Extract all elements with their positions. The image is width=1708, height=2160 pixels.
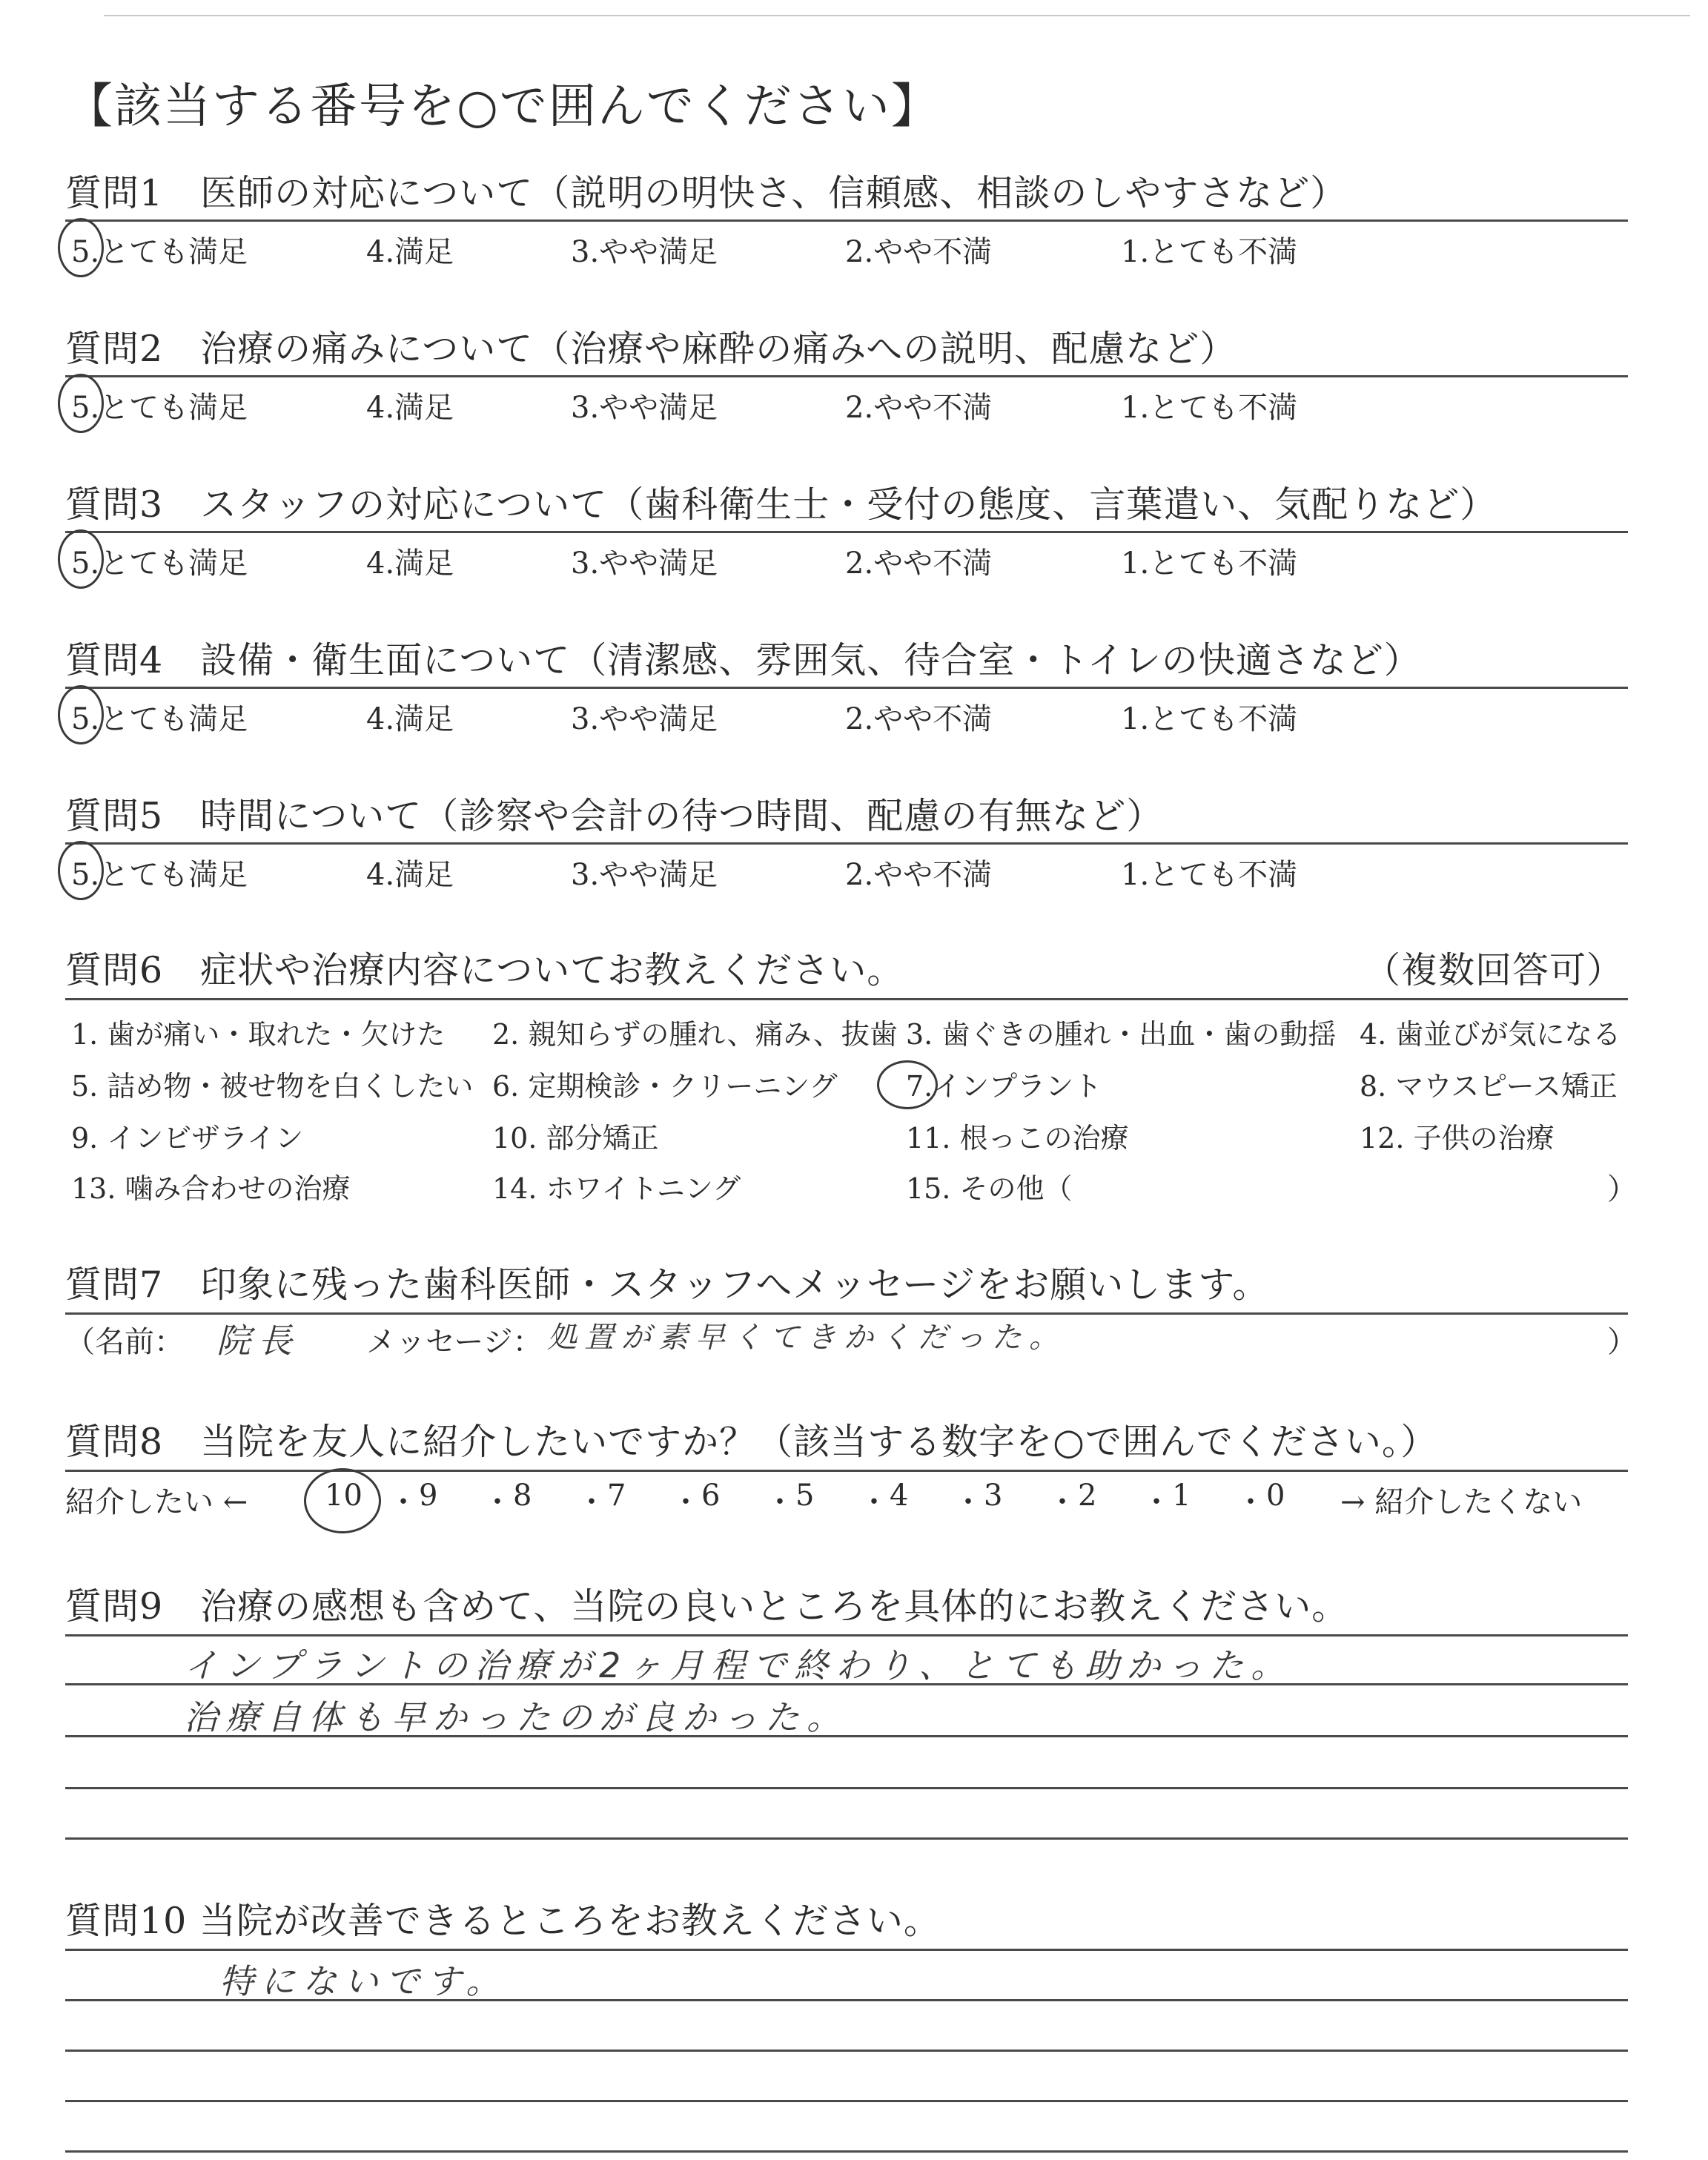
q6-option-11[interactable]: 11. 根っこの治療 (906, 1122, 1129, 1155)
q6-option-15[interactable]: 15. その他（ (906, 1172, 1073, 1205)
q5-option-1[interactable]: 1.とても不満 (1121, 858, 1298, 892)
q5-rule (65, 842, 1628, 845)
q1-option-4[interactable]: 4.満足 (366, 235, 454, 269)
q10-line (65, 2100, 1628, 2102)
q4-rule (65, 687, 1628, 689)
q6-option-14[interactable]: 14. ホワイトニング (492, 1172, 741, 1205)
q10-line (65, 2050, 1628, 2052)
q10-answer-line-1[interactable]: 特にないです。 (219, 1961, 508, 2001)
q5-title: 質問5 時間について（診察や会計の待つ時間、配慮の有無など） (65, 795, 1164, 837)
q8-scale-value[interactable]: 1 (1172, 1479, 1191, 1513)
q1-option-3[interactable]: 3.やや満足 (571, 235, 718, 269)
q9-title: 質問9 治療の感想も含めて、当院の良いところを具体的にお教えください。 (65, 1585, 1349, 1628)
q4-title: 質問4 設備・衛生面について（清潔感、雰囲気、待合室・トイレの快適さなど） (65, 639, 1421, 681)
q2-option-1[interactable]: 1.とても不満 (1121, 391, 1298, 425)
q7-close-paren: ） (1607, 1325, 1637, 1359)
q7-name-value[interactable]: 院長 (216, 1321, 299, 1361)
q6-option-2[interactable]: 2. 親知らずの腫れ、痛み、抜歯 (492, 1018, 898, 1051)
q4-option-2[interactable]: 2.やや不満 (845, 702, 993, 736)
q3-title: 質問3 スタッフの対応について（歯科衛生士・受付の態度、言葉遣い、気配りなど） (65, 483, 1497, 526)
q3-rule (65, 531, 1628, 533)
q4-option-1[interactable]: 1.とても不満 (1121, 702, 1298, 736)
q2-selected-circle[interactable] (58, 374, 104, 433)
q6-option-1[interactable]: 1. 歯が痛い・取れた・欠けた (71, 1018, 446, 1051)
q3-option-1[interactable]: 1.とても不満 (1121, 546, 1298, 581)
q9-line (65, 1837, 1628, 1840)
q6-option-3[interactable]: 3. 歯ぐきの腫れ・出血・歯の動揺 (906, 1018, 1337, 1051)
q8-separator-dot: ・ (953, 1485, 983, 1519)
q8-separator-dot: ・ (671, 1485, 701, 1519)
q1-option-5[interactable]: 5.とても満足 (71, 235, 248, 269)
q6-rule (65, 998, 1628, 1000)
q3-selected-circle[interactable] (58, 529, 104, 589)
q8-scale-value[interactable]: 9 (419, 1479, 438, 1513)
q6-option-4[interactable]: 4. 歯並びが気になる (1360, 1018, 1621, 1051)
q8-separator-dot: ・ (388, 1485, 418, 1519)
q4-option-4[interactable]: 4.満足 (366, 702, 454, 736)
q4-option-3[interactable]: 3.やや満足 (571, 702, 718, 736)
q8-scale-value[interactable]: 3 (984, 1479, 1003, 1513)
q7-title: 質問7 印象に残った歯科医師・スタッフへメッセージをお願いします。 (65, 1264, 1270, 1306)
q6-option-5[interactable]: 5. 詰め物・被せ物を白くしたい (71, 1070, 474, 1103)
q8-separator-dot: ・ (1236, 1485, 1265, 1519)
q2-option-5[interactable]: 5.とても満足 (71, 391, 248, 425)
q3-option-3[interactable]: 3.やや満足 (571, 546, 718, 581)
q8-separator-dot: ・ (1142, 1485, 1171, 1519)
q5-option-2[interactable]: 2.やや不満 (845, 858, 993, 892)
q6-option-7[interactable]: 7.インプラント (906, 1070, 1102, 1103)
q9-answer-line-2[interactable]: 治療自体も早かったのが良かった。 (184, 1697, 848, 1737)
q9-answer-line-1[interactable]: インプラントの治療が2ヶ月程で終わり、とても助かった。 (184, 1645, 1293, 1685)
q8-scale-value[interactable]: 4 (890, 1479, 909, 1513)
q8-selected-circle[interactable] (304, 1468, 381, 1533)
q2-option-2[interactable]: 2.やや不満 (845, 391, 993, 425)
q8-separator-dot: ・ (1047, 1485, 1077, 1519)
q8-separator-dot: ・ (483, 1485, 512, 1519)
q7-name-label: （名前： (65, 1325, 184, 1359)
q8-scale-value[interactable]: 2 (1078, 1479, 1097, 1513)
q8-scale-value[interactable]: 5 (795, 1479, 815, 1513)
q6-title: 質問6 症状や治療内容についてお教えください。 (65, 949, 904, 991)
q4-selected-circle[interactable] (58, 685, 104, 744)
q6-option-13[interactable]: 13. 噛み合わせの治療 (71, 1172, 351, 1205)
q3-option-5[interactable]: 5.とても満足 (71, 546, 248, 581)
q2-option-4[interactable]: 4.満足 (366, 391, 454, 425)
q8-scale-value[interactable]: 8 (513, 1479, 532, 1513)
q8-scale-value[interactable]: 7 (607, 1479, 626, 1513)
q8-left-label: 紹介したい ← (65, 1485, 248, 1519)
q8-separator-dot: ・ (765, 1485, 795, 1519)
q4-option-5[interactable]: 5.とても満足 (71, 702, 248, 736)
q8-separator-dot: ・ (859, 1485, 889, 1519)
q1-option-2[interactable]: 2.やや不満 (845, 235, 993, 269)
q10-title: 質問10 当院が改善できるところをお教えください。 (65, 1900, 941, 1942)
q2-rule (65, 375, 1628, 377)
q8-scale-value[interactable]: 6 (701, 1479, 721, 1513)
q7-message-value[interactable]: 処置が素早くてきかくだった。 (547, 1321, 1066, 1355)
q10-line (65, 2150, 1628, 2153)
q8-scale-value[interactable]: 10 (325, 1479, 363, 1513)
q1-selected-circle[interactable] (58, 218, 104, 277)
q6-close-paren: ） (1607, 1172, 1637, 1206)
q8-title: 質問8 当院を友人に紹介したいですか？（該当する数字を○で囲んでください。） (65, 1421, 1438, 1463)
q7-message-label: メッセージ： (366, 1325, 543, 1359)
q1-rule (65, 219, 1628, 222)
q2-option-3[interactable]: 3.やや満足 (571, 391, 718, 425)
q5-option-4[interactable]: 4.満足 (366, 858, 454, 892)
q1-title: 質問1 医師の対応について（説明の明快さ、信頼感、相談のしやすさなど） (65, 172, 1348, 214)
q6-note: （複数回答可） (1364, 949, 1624, 991)
q6-option-10[interactable]: 10. 部分矯正 (492, 1122, 659, 1155)
q5-selected-circle[interactable] (58, 841, 104, 900)
q8-scale-value[interactable]: 0 (1266, 1479, 1285, 1513)
q6-option-8[interactable]: 8. マウスピース矯正 (1360, 1070, 1618, 1103)
q1-option-1[interactable]: 1.とても不満 (1121, 235, 1298, 269)
q8-right-label: → 紹介したくない (1340, 1485, 1583, 1519)
q3-option-4[interactable]: 4.満足 (366, 546, 454, 581)
q3-option-2[interactable]: 2.やや不満 (845, 546, 993, 581)
q5-option-5[interactable]: 5.とても満足 (71, 858, 248, 892)
q8-separator-dot: ・ (577, 1485, 606, 1519)
scan-edge (104, 15, 1690, 16)
q8-rule (65, 1470, 1628, 1472)
q6-option-6[interactable]: 6. 定期検診・クリーニング (492, 1070, 838, 1103)
q2-title: 質問2 治療の痛みについて（治療や麻酔の痛みへの説明、配慮など） (65, 328, 1237, 370)
q6-selected-circle[interactable] (877, 1060, 938, 1109)
q9-rule (65, 1634, 1628, 1636)
page-title: 【該当する番号を○で囲んでください】 (65, 79, 940, 134)
q5-option-3[interactable]: 3.やや満足 (571, 858, 718, 892)
q9-line (65, 1787, 1628, 1789)
q6-option-12[interactable]: 12. 子供の治療 (1360, 1122, 1555, 1155)
q10-rule (65, 1949, 1628, 1951)
q6-option-9[interactable]: 9. インビザライン (71, 1122, 304, 1155)
